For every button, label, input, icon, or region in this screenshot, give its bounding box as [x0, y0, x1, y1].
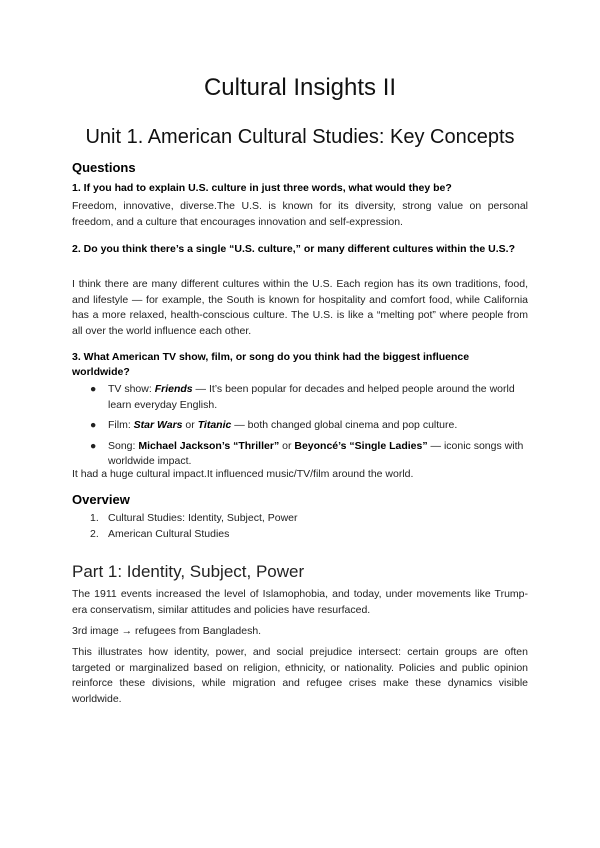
list-item — [72, 418, 528, 434]
bullet-highlight: Star Wars — [133, 419, 183, 431]
bullet-icon: ● — [90, 439, 97, 452]
answer-2: I think there are many different cultures within the U.S. Each region has its own traditions, food, and lifestyle — for example, the South is known for hospitality and comfort food, while California has a more relaxed, health-conscious culture. The U.S. is like a “melting pot” where people from all over the world influence each other. — [72, 278, 528, 337]
bullet-prefix: Song: — [108, 439, 139, 452]
list-item — [72, 382, 528, 413]
overview-list — [72, 511, 528, 542]
questions-heading: Questions — [72, 160, 136, 175]
answer-1: Freedom, innovative, diverse.The U.S. is known for its diversity, strong value on personal freedom, and a culture that encourages innovation and self-expression. — [72, 200, 528, 228]
unit-title: Unit 1. American Cultural Studies: Key Concepts — [85, 126, 515, 148]
question-3: 3. What American TV show, film, or song do you think had the biggest influence worldwide? — [72, 351, 470, 378]
overview-heading: Overview — [72, 492, 130, 507]
bullet-icon: ● — [90, 383, 97, 395]
list-item — [72, 527, 528, 543]
bullet-highlight: Friends — [154, 383, 193, 395]
bullet-rest: — iconic songs with worldwide impact. — [108, 439, 524, 467]
document-title: Cultural Insights II — [203, 74, 397, 101]
bullet-rest: — both changed global cinema and pop culture. — [231, 419, 458, 431]
list-item — [72, 439, 528, 470]
list-item-label: Cultural Studies: Identity, Subject, Power — [108, 512, 298, 524]
list-number: 2. — [90, 527, 99, 540]
bullet-highlight: Michael Jackson’s “Thriller” — [138, 439, 280, 452]
part-1-title: Part 1: Identity, Subject, Power — [72, 562, 305, 581]
question-2: 2. Do you think there’s a single “U.S. culture,” or many different cultures within the U.S.? — [72, 243, 516, 255]
part-1-paragraph-1: The 1911 events increased the level of Islamophobia, and today, under movements like Trump-era conservatism, similar attitudes and policies have resurfaced. — [72, 588, 528, 616]
list-item — [72, 511, 528, 527]
part-1-paragraph-2: 3rd image → refugees from Bangladesh. — [72, 625, 262, 637]
bullet-highlight-2: Beyoncé’s “Single Ladies” — [294, 439, 428, 452]
part-1-paragraph-3: This illustrates how identity, power, and social prejudice intersect: certain groups are often targeted or marginalized based on religion, ethnicity, or nationality. Policies and public opinion reinforce these divisions, while migration and refugee crises make these dynamics visible worldwide. — [72, 646, 528, 705]
bullet-mid: or — [182, 419, 198, 431]
bullet-highlight-2: Titanic — [197, 419, 232, 431]
list-number: 1. — [90, 512, 99, 524]
answer-3-list — [72, 382, 528, 475]
bullet-prefix: Film: — [108, 419, 134, 431]
question-1: 1. If you had to explain U.S. culture in just three words, what would they be? — [72, 182, 452, 194]
bullet-icon: ● — [90, 419, 97, 431]
bullet-prefix: TV show: — [108, 383, 155, 395]
bullet-mid: or — [279, 439, 295, 452]
list-item-label: American Cultural Studies — [108, 527, 230, 540]
bullet-rest: — It’s been popular for decades and helped people around the world learn everyday English. — [108, 383, 515, 411]
answer-3-conclusion: It had a huge cultural impact.It influenced music/TV/film around the world. — [72, 468, 414, 480]
